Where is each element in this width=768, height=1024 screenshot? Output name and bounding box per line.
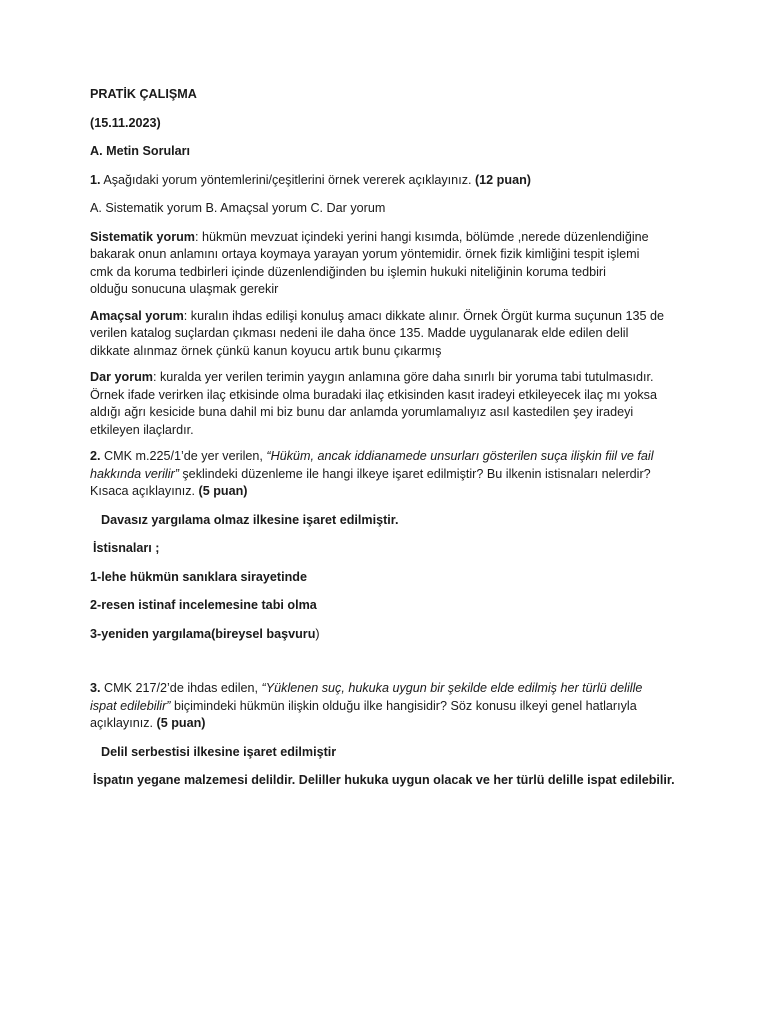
question-3-number: 3. — [90, 681, 101, 695]
exception-item: 3-yeniden yargılama(bireysel başvuru) — [90, 626, 320, 641]
document-body — [90, 86, 690, 790]
question-1-text: Aşağıdaki yorum yöntemlerini/çeşitlerini örnek vererek açıklayınız. — [100, 172, 475, 187]
answer-line: Örnek ifade verirken ilaç etkisinde olma buradaki ilaç etkisinden kasıt iradeyi etkileyecek ilaç mı yoksa — [90, 387, 657, 402]
answer-line: aldığı ağrı kesicide buna dahil mi biz bunu dar anlamda yorumlamalıyız asıl kastedilen şey iradeyi — [90, 405, 634, 419]
answer-line: dikkate alınmaz örnek çünkü kanun koyucu artık bunu çıkarmış — [90, 343, 442, 358]
answer-line: verilen katalog suçlardan çıkması nedeni ile daha önce 135. Madde uygulanarak elde edilen delil — [90, 326, 629, 340]
answer-sistematik — [90, 229, 690, 299]
question-3-explanation: İspatın yegane malzemesi delildir. Deliller hukuka uygun olacak ve her türlü delille ispat edilebilir. — [93, 773, 675, 787]
question-2-number: 2. — [90, 449, 101, 463]
question-3: 3. CMK 217/2’de ihdas edilen, “Yüklenen suç, hukuka uygun bir şekilde elde edilmiş her türlü delille ispat edilebilir” biçimindeki hükmün ilişkin olduğu ilke hangisidir? Söz konusu ilkeyi genel hatlarıyla açıklayınız. (5 puan) — [90, 681, 643, 730]
question-3-quote: ispat edilebilir” — [90, 698, 171, 713]
exception-item: 1-lehe hükmün sanıklara sirayetinde — [90, 569, 307, 584]
answer-line: : kuralda yer verilen terimin yaygın anlamına göre daha sınırlı bir yoruma tabi tutulmasıdır. — [153, 370, 654, 384]
question-3-answer: Delil serbestisi ilkesine işaret edilmiştir — [101, 744, 337, 759]
answer-term: Dar yorum — [90, 370, 153, 384]
question-2-quote: hakkında verilir” — [90, 466, 179, 481]
document-title: PRATİK ÇALIŞMA — [90, 87, 197, 101]
answer-dar — [90, 369, 690, 439]
answer-line: : kuralın ihdas edilişi konuluş amacı dikkate alınır. Örnek Örgüt kurma suçunun 135 de — [183, 308, 665, 323]
answer-line: : hükmün mevzuat içindeki yerini hangi kısımda, bölümde ,nerede düzenlendiğine — [195, 229, 649, 244]
question-3-points: (5 puan) — [156, 716, 206, 730]
exceptions-label: İstisnaları ; — [93, 541, 160, 555]
question-2: 2. CMK m.225/1’de yer verilen, “Hüküm, ancak iddianamede unsurları gösterilen suça ilişkin fiil ve fail hakkında verilir” şeklindeki düzenleme ile hangi ilkeye işaret edilmiştir? Bu ilkenin istisnaları nelerdir? Kısaca açıklayınız. (5 puan) — [90, 449, 654, 498]
section-heading: A. Metin Soruları — [90, 144, 191, 158]
question-2-answer: Davasız yargılama olmaz ilkesine işaret edilmiştir. — [101, 512, 399, 527]
question-2-points: (5 puan) — [198, 484, 248, 498]
answer-line: bakarak onun anlamını ortaya koymaya yarayan yorum yöntemidir. örnek fizik kimliğini tespit işlemi — [90, 247, 640, 261]
exception-item: 2-resen istinaf incelemesine tabi olma — [90, 598, 317, 612]
question-1 — [90, 172, 690, 190]
answer-amacsal — [90, 308, 690, 361]
question-2-quote: “Hüküm, ancak iddianamede unsurları gösterilen suça ilişkin fiil ve fail — [266, 449, 654, 463]
question-1-points: (12 puan) — [474, 172, 531, 187]
question-1-options: A. Sistematik yorum B. Amaçsal yorum C. Dar yorum — [90, 201, 386, 215]
answer-term: Sistematik yorum — [90, 229, 195, 244]
answer-term: Amaçsal yorum — [90, 308, 184, 323]
question-3-quote: “Yüklenen suç, hukuka uygun bir şekilde elde edilmiş her türlü delille — [261, 681, 643, 695]
answer-line: cmk da koruma tedbirleri içinde düzenlendiğinden bu işlemin hukuki niteliğinin koruma tedbiri — [90, 264, 606, 279]
document-date: (15.11.2023) — [90, 115, 161, 130]
question-1-number: 1. — [90, 172, 101, 187]
answer-line: olduğu sonucuna ulaşmak gerekir — [90, 282, 279, 296]
answer-line: etkileyen ilaçlardır. — [90, 422, 194, 437]
